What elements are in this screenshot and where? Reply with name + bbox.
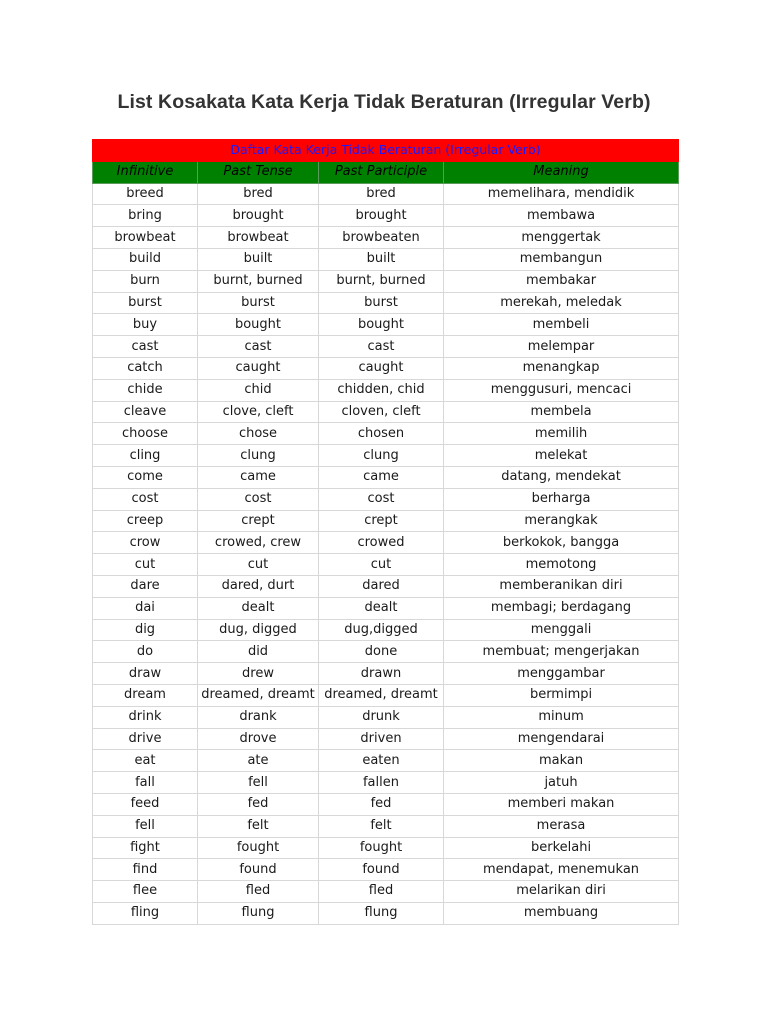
cell-meaning: memberanikan diri — [444, 575, 679, 597]
cell-meaning: merangkak — [444, 510, 679, 532]
table-row — [93, 379, 679, 401]
cell-meaning: memilih — [444, 423, 679, 445]
cell-past-tense: cast — [198, 336, 319, 358]
cell-meaning: bermimpi — [444, 684, 679, 706]
cell-meaning: melempar — [444, 336, 679, 358]
cell-past-participle: felt — [319, 815, 444, 837]
cell-meaning: melarikan diri — [444, 881, 679, 903]
table-row — [93, 684, 679, 706]
cell-infinitive: come — [93, 466, 198, 488]
cell-infinitive: do — [93, 641, 198, 663]
cell-past-participle: fled — [319, 881, 444, 903]
cell-past-tense: browbeat — [198, 227, 319, 249]
cell-infinitive: breed — [93, 183, 198, 205]
cell-infinitive: dig — [93, 619, 198, 641]
cell-past-participle: dug,digged — [319, 619, 444, 641]
table-row — [93, 314, 679, 336]
cell-meaning: membela — [444, 401, 679, 423]
cell-meaning: membuang — [444, 902, 679, 924]
table-row — [93, 205, 679, 227]
cell-past-tense: drove — [198, 728, 319, 750]
cell-meaning: menggambar — [444, 663, 679, 685]
cell-meaning: menggusuri, mencaci — [444, 379, 679, 401]
cell-past-participle: built — [319, 248, 444, 270]
cell-past-tense: felt — [198, 815, 319, 837]
cell-past-participle: crowed — [319, 532, 444, 554]
cell-infinitive: flee — [93, 881, 198, 903]
cell-past-participle: cloven, cleft — [319, 401, 444, 423]
cell-past-tense: clove, cleft — [198, 401, 319, 423]
cell-past-tense: fed — [198, 793, 319, 815]
table-row — [93, 336, 679, 358]
table-row — [93, 641, 679, 663]
document-title: List Kosakata Kata Kerja Tidak Beraturan (Irregular Verb) — [117, 91, 651, 113]
table-row — [93, 532, 679, 554]
table-row — [93, 575, 679, 597]
cell-past-participle: dealt — [319, 597, 444, 619]
table-row — [93, 445, 679, 467]
cell-past-tense: drew — [198, 663, 319, 685]
table-row — [93, 750, 679, 772]
cell-past-tense: dreamed, dreamt — [198, 684, 319, 706]
cell-past-participle: brought — [319, 205, 444, 227]
cell-meaning: membawa — [444, 205, 679, 227]
cell-meaning: mendapat, menemukan — [444, 859, 679, 881]
cell-past-tense: ate — [198, 750, 319, 772]
cell-past-participle: chidden, chid — [319, 379, 444, 401]
cell-meaning: makan — [444, 750, 679, 772]
cell-meaning: memelihara, mendidik — [444, 183, 679, 205]
cell-meaning: memberi makan — [444, 793, 679, 815]
cell-past-tense: fled — [198, 881, 319, 903]
cell-past-tense: chid — [198, 379, 319, 401]
cell-infinitive: drive — [93, 728, 198, 750]
cell-past-participle: cut — [319, 554, 444, 576]
cell-past-tense: cost — [198, 488, 319, 510]
cell-past-tense: dealt — [198, 597, 319, 619]
cell-past-participle: fallen — [319, 772, 444, 794]
cell-meaning: membagi; berdagang — [444, 597, 679, 619]
table-banner-row — [93, 140, 679, 162]
table-row — [93, 793, 679, 815]
cell-infinitive: cast — [93, 336, 198, 358]
cell-past-tense: bred — [198, 183, 319, 205]
cell-past-tense: fought — [198, 837, 319, 859]
cell-infinitive: buy — [93, 314, 198, 336]
cell-infinitive: eat — [93, 750, 198, 772]
cell-past-participle: bought — [319, 314, 444, 336]
cell-infinitive: browbeat — [93, 227, 198, 249]
table-row — [93, 401, 679, 423]
table-row — [93, 510, 679, 532]
table-row — [93, 248, 679, 270]
cell-infinitive: dream — [93, 684, 198, 706]
cell-meaning: membuat; mengerjakan — [444, 641, 679, 663]
cell-infinitive: dare — [93, 575, 198, 597]
cell-infinitive: fight — [93, 837, 198, 859]
table-row — [93, 488, 679, 510]
cell-infinitive: feed — [93, 793, 198, 815]
cell-past-participle: done — [319, 641, 444, 663]
cell-infinitive: find — [93, 859, 198, 881]
cell-infinitive: burn — [93, 270, 198, 292]
cell-past-participle: found — [319, 859, 444, 881]
cell-past-participle: burnt, burned — [319, 270, 444, 292]
cell-meaning: mengendarai — [444, 728, 679, 750]
table-body — [93, 183, 679, 924]
cell-past-participle: came — [319, 466, 444, 488]
table-row — [93, 619, 679, 641]
table-row — [93, 837, 679, 859]
cell-past-tense: bought — [198, 314, 319, 336]
cell-infinitive: draw — [93, 663, 198, 685]
cell-meaning: berkokok, bangga — [444, 532, 679, 554]
cell-meaning: berkelahi — [444, 837, 679, 859]
cell-past-tense: dared, durt — [198, 575, 319, 597]
cell-meaning: minum — [444, 706, 679, 728]
cell-past-participle: caught — [319, 357, 444, 379]
cell-past-tense: fell — [198, 772, 319, 794]
cell-meaning: jatuh — [444, 772, 679, 794]
cell-past-participle: bred — [319, 183, 444, 205]
cell-past-participle: chosen — [319, 423, 444, 445]
cell-past-participle: cost — [319, 488, 444, 510]
cell-past-participle: dreamed, dreamt — [319, 684, 444, 706]
cell-past-participle: fought — [319, 837, 444, 859]
cell-meaning: membakar — [444, 270, 679, 292]
header-past-tense: Past Tense — [198, 161, 319, 183]
table-row — [93, 663, 679, 685]
cell-infinitive: fell — [93, 815, 198, 837]
cell-meaning: datang, mendekat — [444, 466, 679, 488]
cell-past-tense: drank — [198, 706, 319, 728]
cell-past-tense: flung — [198, 902, 319, 924]
cell-past-participle: clung — [319, 445, 444, 467]
table-row — [93, 423, 679, 445]
cell-meaning: berharga — [444, 488, 679, 510]
cell-infinitive: catch — [93, 357, 198, 379]
cell-past-tense: did — [198, 641, 319, 663]
table-header-row — [93, 161, 679, 183]
cell-past-tense: cut — [198, 554, 319, 576]
cell-past-participle: cast — [319, 336, 444, 358]
cell-past-tense: caught — [198, 357, 319, 379]
cell-past-tense: brought — [198, 205, 319, 227]
cell-infinitive: bring — [93, 205, 198, 227]
cell-infinitive: crow — [93, 532, 198, 554]
header-meaning: Meaning — [444, 161, 679, 183]
cell-past-tense: dug, digged — [198, 619, 319, 641]
table-row — [93, 815, 679, 837]
header-infinitive: Infinitive — [93, 161, 198, 183]
cell-past-tense: chose — [198, 423, 319, 445]
cell-infinitive: cost — [93, 488, 198, 510]
cell-infinitive: chide — [93, 379, 198, 401]
cell-infinitive: cut — [93, 554, 198, 576]
cell-meaning: menggali — [444, 619, 679, 641]
cell-past-participle: burst — [319, 292, 444, 314]
table-row — [93, 183, 679, 205]
cell-infinitive: fling — [93, 902, 198, 924]
cell-past-tense: burnt, burned — [198, 270, 319, 292]
cell-past-participle: crept — [319, 510, 444, 532]
cell-meaning: membeli — [444, 314, 679, 336]
cell-past-tense: came — [198, 466, 319, 488]
cell-past-tense: clung — [198, 445, 319, 467]
table-row — [93, 772, 679, 794]
cell-past-participle: flung — [319, 902, 444, 924]
cell-infinitive: choose — [93, 423, 198, 445]
table-row — [93, 881, 679, 903]
cell-meaning: melekat — [444, 445, 679, 467]
table-banner: Daftar Kata Kerja Tidak Beraturan (Irregular Verb) — [93, 140, 679, 162]
cell-past-participle: fed — [319, 793, 444, 815]
table-row — [93, 859, 679, 881]
cell-infinitive: burst — [93, 292, 198, 314]
header-past-participle: Past Participle — [319, 161, 444, 183]
table-row — [93, 728, 679, 750]
cell-meaning: merasa — [444, 815, 679, 837]
cell-infinitive: cleave — [93, 401, 198, 423]
irregular-verb-table — [92, 139, 679, 925]
table-row — [93, 597, 679, 619]
table-row — [93, 554, 679, 576]
cell-past-participle: drawn — [319, 663, 444, 685]
cell-meaning: memotong — [444, 554, 679, 576]
cell-past-tense: burst — [198, 292, 319, 314]
cell-meaning: menggertak — [444, 227, 679, 249]
table-row — [93, 227, 679, 249]
cell-infinitive: dai — [93, 597, 198, 619]
cell-past-tense: crowed, crew — [198, 532, 319, 554]
table-row — [93, 270, 679, 292]
cell-past-participle: dared — [319, 575, 444, 597]
cell-infinitive: build — [93, 248, 198, 270]
table-row — [93, 706, 679, 728]
cell-infinitive: cling — [93, 445, 198, 467]
cell-infinitive: fall — [93, 772, 198, 794]
cell-past-tense: found — [198, 859, 319, 881]
cell-past-participle: browbeaten — [319, 227, 444, 249]
table-row — [93, 466, 679, 488]
cell-meaning: merekah, meledak — [444, 292, 679, 314]
table-row — [93, 902, 679, 924]
cell-past-participle: eaten — [319, 750, 444, 772]
cell-meaning: membangun — [444, 248, 679, 270]
cell-past-tense: built — [198, 248, 319, 270]
cell-past-participle: drunk — [319, 706, 444, 728]
cell-infinitive: drink — [93, 706, 198, 728]
cell-meaning: menangkap — [444, 357, 679, 379]
table-row — [93, 292, 679, 314]
cell-past-participle: driven — [319, 728, 444, 750]
cell-infinitive: creep — [93, 510, 198, 532]
cell-past-tense: crept — [198, 510, 319, 532]
table-row — [93, 357, 679, 379]
